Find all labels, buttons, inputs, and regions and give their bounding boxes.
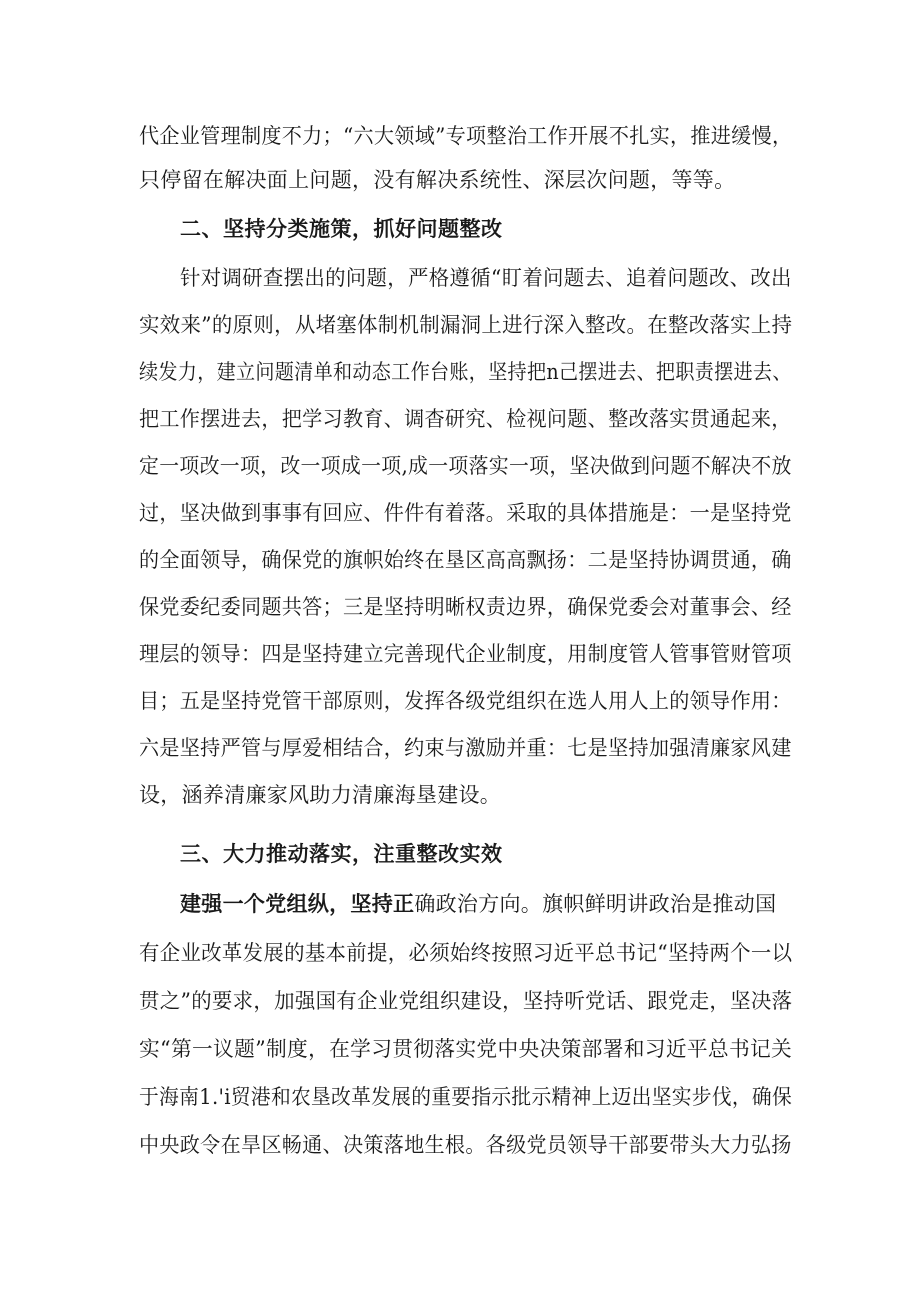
paragraph-line: 六是坚持严管与厚爱相结合，约束与激励并重：七是坚持加强清廉家风建 xyxy=(139,736,792,760)
paragraph-line: 针对调研查摆出的问题，严格遵循“盯着问题去、追着问题改、改出 xyxy=(180,266,792,290)
bold-lead-text: 建强一个党组纵，坚持正 xyxy=(180,891,415,916)
paragraph-line: 代企业管理制度不力；“六大领域”专项整治工作开展不扎实，推进缓慢， xyxy=(139,124,793,148)
paragraph-line: 于海南1.'i贸港和农垦改革发展的重要指示批示精神上迈出坚实步伐，确保 xyxy=(139,1085,793,1109)
paragraph-line: 过，坚决做到事事有回应、件件有着落。采取的具体措施是：一是坚持党 xyxy=(139,501,792,525)
paragraph-line: 的全面领导，确保党的旗帜始终在垦区高高飘扬：二是坚持协调贯通，确 xyxy=(139,548,792,572)
paragraph-line: 只停留在解决面上问题，没有解决系统性、深层次问题，等等。 xyxy=(139,168,736,192)
paragraph-line: 实效来”的原则，从堵塞体制机制漏洞上进行深入整改。在整改落实上持 xyxy=(139,313,793,337)
paragraph-line: 保党委纪委同题共答；三是坚持明晰权责边界，确保党委会对董事会、经 xyxy=(139,595,792,619)
paragraph-lead-line xyxy=(180,889,776,919)
paragraph-line: 贯之”的要求，加强国有企业党组织建设，坚持听党话、跟党走，坚决落 xyxy=(139,989,793,1013)
paragraph-line: 设，涵养清廉家风助力清廉海垦建设。 xyxy=(139,783,502,807)
section-heading-2: 二、坚持分类施策，抓好问题整改 xyxy=(180,217,503,241)
paragraph-line: 把工作摆进去，把学习教育、调杳研究、检视问题、整改落实贯通起来， xyxy=(139,407,792,431)
lead-rest-text: 确政治方向。旗帜鲜明讲政治是推动国 xyxy=(414,892,777,916)
paragraph-line: 续发力，建立问题清单和动态工作台账，坚持把n己摆进去、把职责摆进去、 xyxy=(139,360,792,384)
section-heading-3: 三、大力推动落实，注重整改实效 xyxy=(180,842,503,866)
paragraph-line: 定一项改一项，改一项成一项,成一项落实一项，坚决做到问题不解决不放 xyxy=(139,454,792,478)
paragraph-line: 理层的领导：四是坚持建立完善现代企业制度，用制度管人管事管财管项 xyxy=(139,642,792,666)
paragraph-line: 有企业改革发展的基本前提，必须始终按照习近平总书记“坚持两个一以 xyxy=(139,941,793,965)
paragraph-line: 中央政令在旱区畅通、决策落地生根。各级党员领导干部要带头大力弘扬 xyxy=(139,1133,792,1157)
paragraph-line: 实“第一议题”制度，在学习贯彻落实党中央决策部署和习近平总书记关 xyxy=(139,1037,793,1061)
paragraph-line: 目；五是坚持党管干部原则，发挥各级党组织在选人用人上的领导作用： xyxy=(139,689,792,713)
